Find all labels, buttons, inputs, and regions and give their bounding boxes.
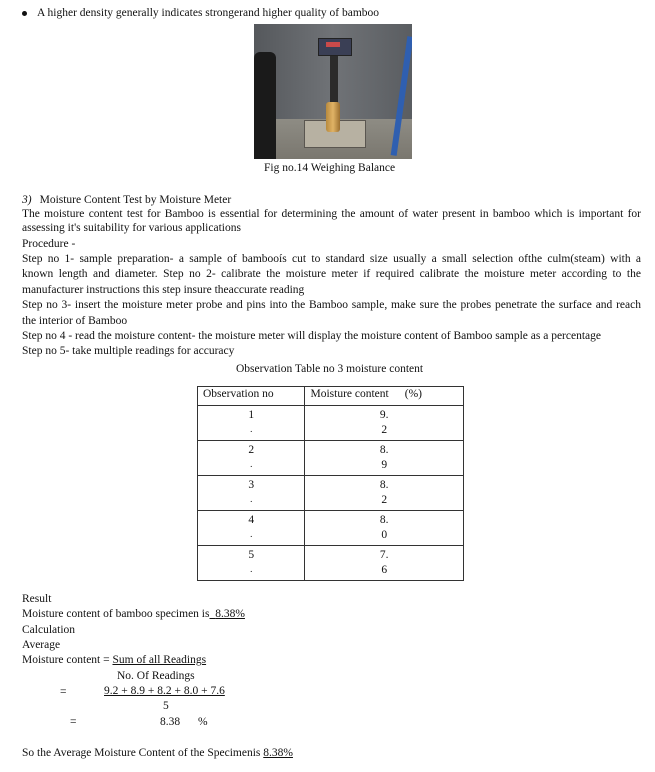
obs-cell bbox=[198, 511, 305, 546]
step1-line-2: known length and diameter. Step no 2- calibrate the moisture meter if required calibrate the moisture meter according to the bbox=[22, 268, 641, 280]
formula-denominator: No. Of Readings bbox=[117, 670, 195, 682]
readings-sum-text: 9.2 + 8.9 + 8.2 + 8.0 + 7.6 bbox=[104, 685, 225, 697]
obs-number: 2 bbox=[248, 444, 255, 456]
readings-count: 5 bbox=[163, 700, 169, 712]
mc-value-part2: 2 bbox=[381, 494, 388, 506]
figure-caption: Fig no.14 Weighing Balance bbox=[264, 162, 396, 174]
intro-line-1: The moisture content test for Bamboo is essential for determining the amount of water present in bamboo which is important for bbox=[22, 208, 641, 220]
calculation-label: Calculation bbox=[22, 624, 76, 636]
mc-value-part1: 7. bbox=[379, 549, 389, 561]
section-number: 3) bbox=[22, 194, 32, 206]
result-line bbox=[22, 607, 245, 622]
obs-number: 1 bbox=[248, 409, 255, 421]
mc-cell bbox=[305, 441, 464, 476]
formula-numerator: Sum of all Readings bbox=[112, 654, 207, 666]
table-row bbox=[198, 546, 464, 581]
mc-value-part2: 2 bbox=[381, 424, 388, 436]
section-title: Moisture Content Test by Moisture Meter bbox=[39, 194, 232, 206]
bullet-dot-icon bbox=[22, 11, 27, 16]
mc-value-part1: 8. bbox=[379, 444, 389, 456]
obs-number: 5 bbox=[248, 549, 255, 561]
header-mc-label: Moisture content bbox=[310, 388, 389, 400]
formula-lhs: Moisture content = bbox=[22, 654, 110, 666]
mc-value-part2: 0 bbox=[381, 529, 388, 541]
table-row bbox=[198, 406, 464, 441]
equals-sign-1: = bbox=[60, 686, 67, 698]
conclusion-text: So the Average Moisture Content of the Specimenis bbox=[22, 747, 261, 759]
table-row bbox=[198, 476, 464, 511]
table-row bbox=[198, 511, 464, 546]
mc-value-part1: 8. bbox=[379, 479, 389, 491]
step1-line-3: manufacturer instructions this step insure theaccurate reading bbox=[22, 284, 305, 296]
obs-dot: . bbox=[250, 529, 253, 539]
result-label: Result bbox=[22, 593, 52, 605]
obs-cell bbox=[198, 406, 305, 441]
obs-cell bbox=[198, 441, 305, 476]
obs-dot: . bbox=[250, 459, 253, 469]
obs-dot: . bbox=[250, 494, 253, 504]
step5-text: Step no 5- take multiple readings for accuracy bbox=[22, 345, 235, 357]
header-unit: (%) bbox=[404, 388, 422, 400]
mc-value-part1: 8. bbox=[379, 514, 389, 526]
average-label: Average bbox=[22, 639, 61, 651]
obs-number: 3 bbox=[248, 479, 255, 491]
obs-number: 4 bbox=[248, 514, 255, 526]
bullet-text: A higher density generally indicates strongerand higher quality of bamboo bbox=[37, 7, 380, 19]
observation-table bbox=[197, 386, 464, 581]
step4-text: Step no 4 - read the moisture content- the moisture meter will display the moisture content of Bamboo sample as a percentage bbox=[22, 330, 601, 342]
mc-cell bbox=[305, 476, 464, 511]
mc-value-part2: 9 bbox=[381, 459, 388, 471]
intro-line-2: assessing it's suitability for various applications bbox=[22, 222, 241, 234]
mc-cell bbox=[305, 511, 464, 546]
readings-sum bbox=[104, 684, 225, 699]
weighing-balance-photo bbox=[254, 24, 412, 159]
header-observation-no: Observation no bbox=[198, 387, 305, 406]
result-value: 8.38% bbox=[215, 608, 245, 620]
section-heading bbox=[22, 193, 231, 208]
step1-line-1: Step no 1- sample preparation- a sample of bambooís cut to standard size usually a small selection ofthe culm(steam) with a bbox=[22, 253, 641, 265]
procedure-label: Procedure - bbox=[22, 238, 76, 250]
mc-value-part1: 9. bbox=[379, 409, 389, 421]
obs-dot: . bbox=[250, 564, 253, 574]
result-text: Moisture content of bamboo specimen is bbox=[22, 608, 210, 620]
obs-dot: . bbox=[250, 424, 253, 434]
mc-value-part2: 6 bbox=[381, 564, 388, 576]
equals-sign-2: = bbox=[70, 716, 77, 728]
table-row bbox=[198, 441, 464, 476]
formula-line bbox=[22, 653, 206, 668]
conclusion-value: 8.38% bbox=[263, 747, 293, 759]
table-header-row bbox=[198, 387, 464, 406]
step3-line-2: the interior of Bamboo bbox=[22, 315, 128, 327]
bullet-item bbox=[22, 6, 379, 21]
header-moisture-content bbox=[305, 387, 464, 406]
average-value: 8.38 bbox=[160, 716, 181, 728]
mc-cell bbox=[305, 406, 464, 441]
obs-cell bbox=[198, 476, 305, 511]
obs-cell bbox=[198, 546, 305, 581]
table-title: Observation Table no 3 moisture content bbox=[236, 363, 424, 375]
mc-cell bbox=[305, 546, 464, 581]
step3-line-1: Step no 3- insert the moisture meter probe and pins into the Bamboo sample, make sure the probes penetrate the surface and reach bbox=[22, 299, 641, 311]
conclusion-line bbox=[22, 746, 293, 761]
average-unit: % bbox=[198, 716, 208, 728]
